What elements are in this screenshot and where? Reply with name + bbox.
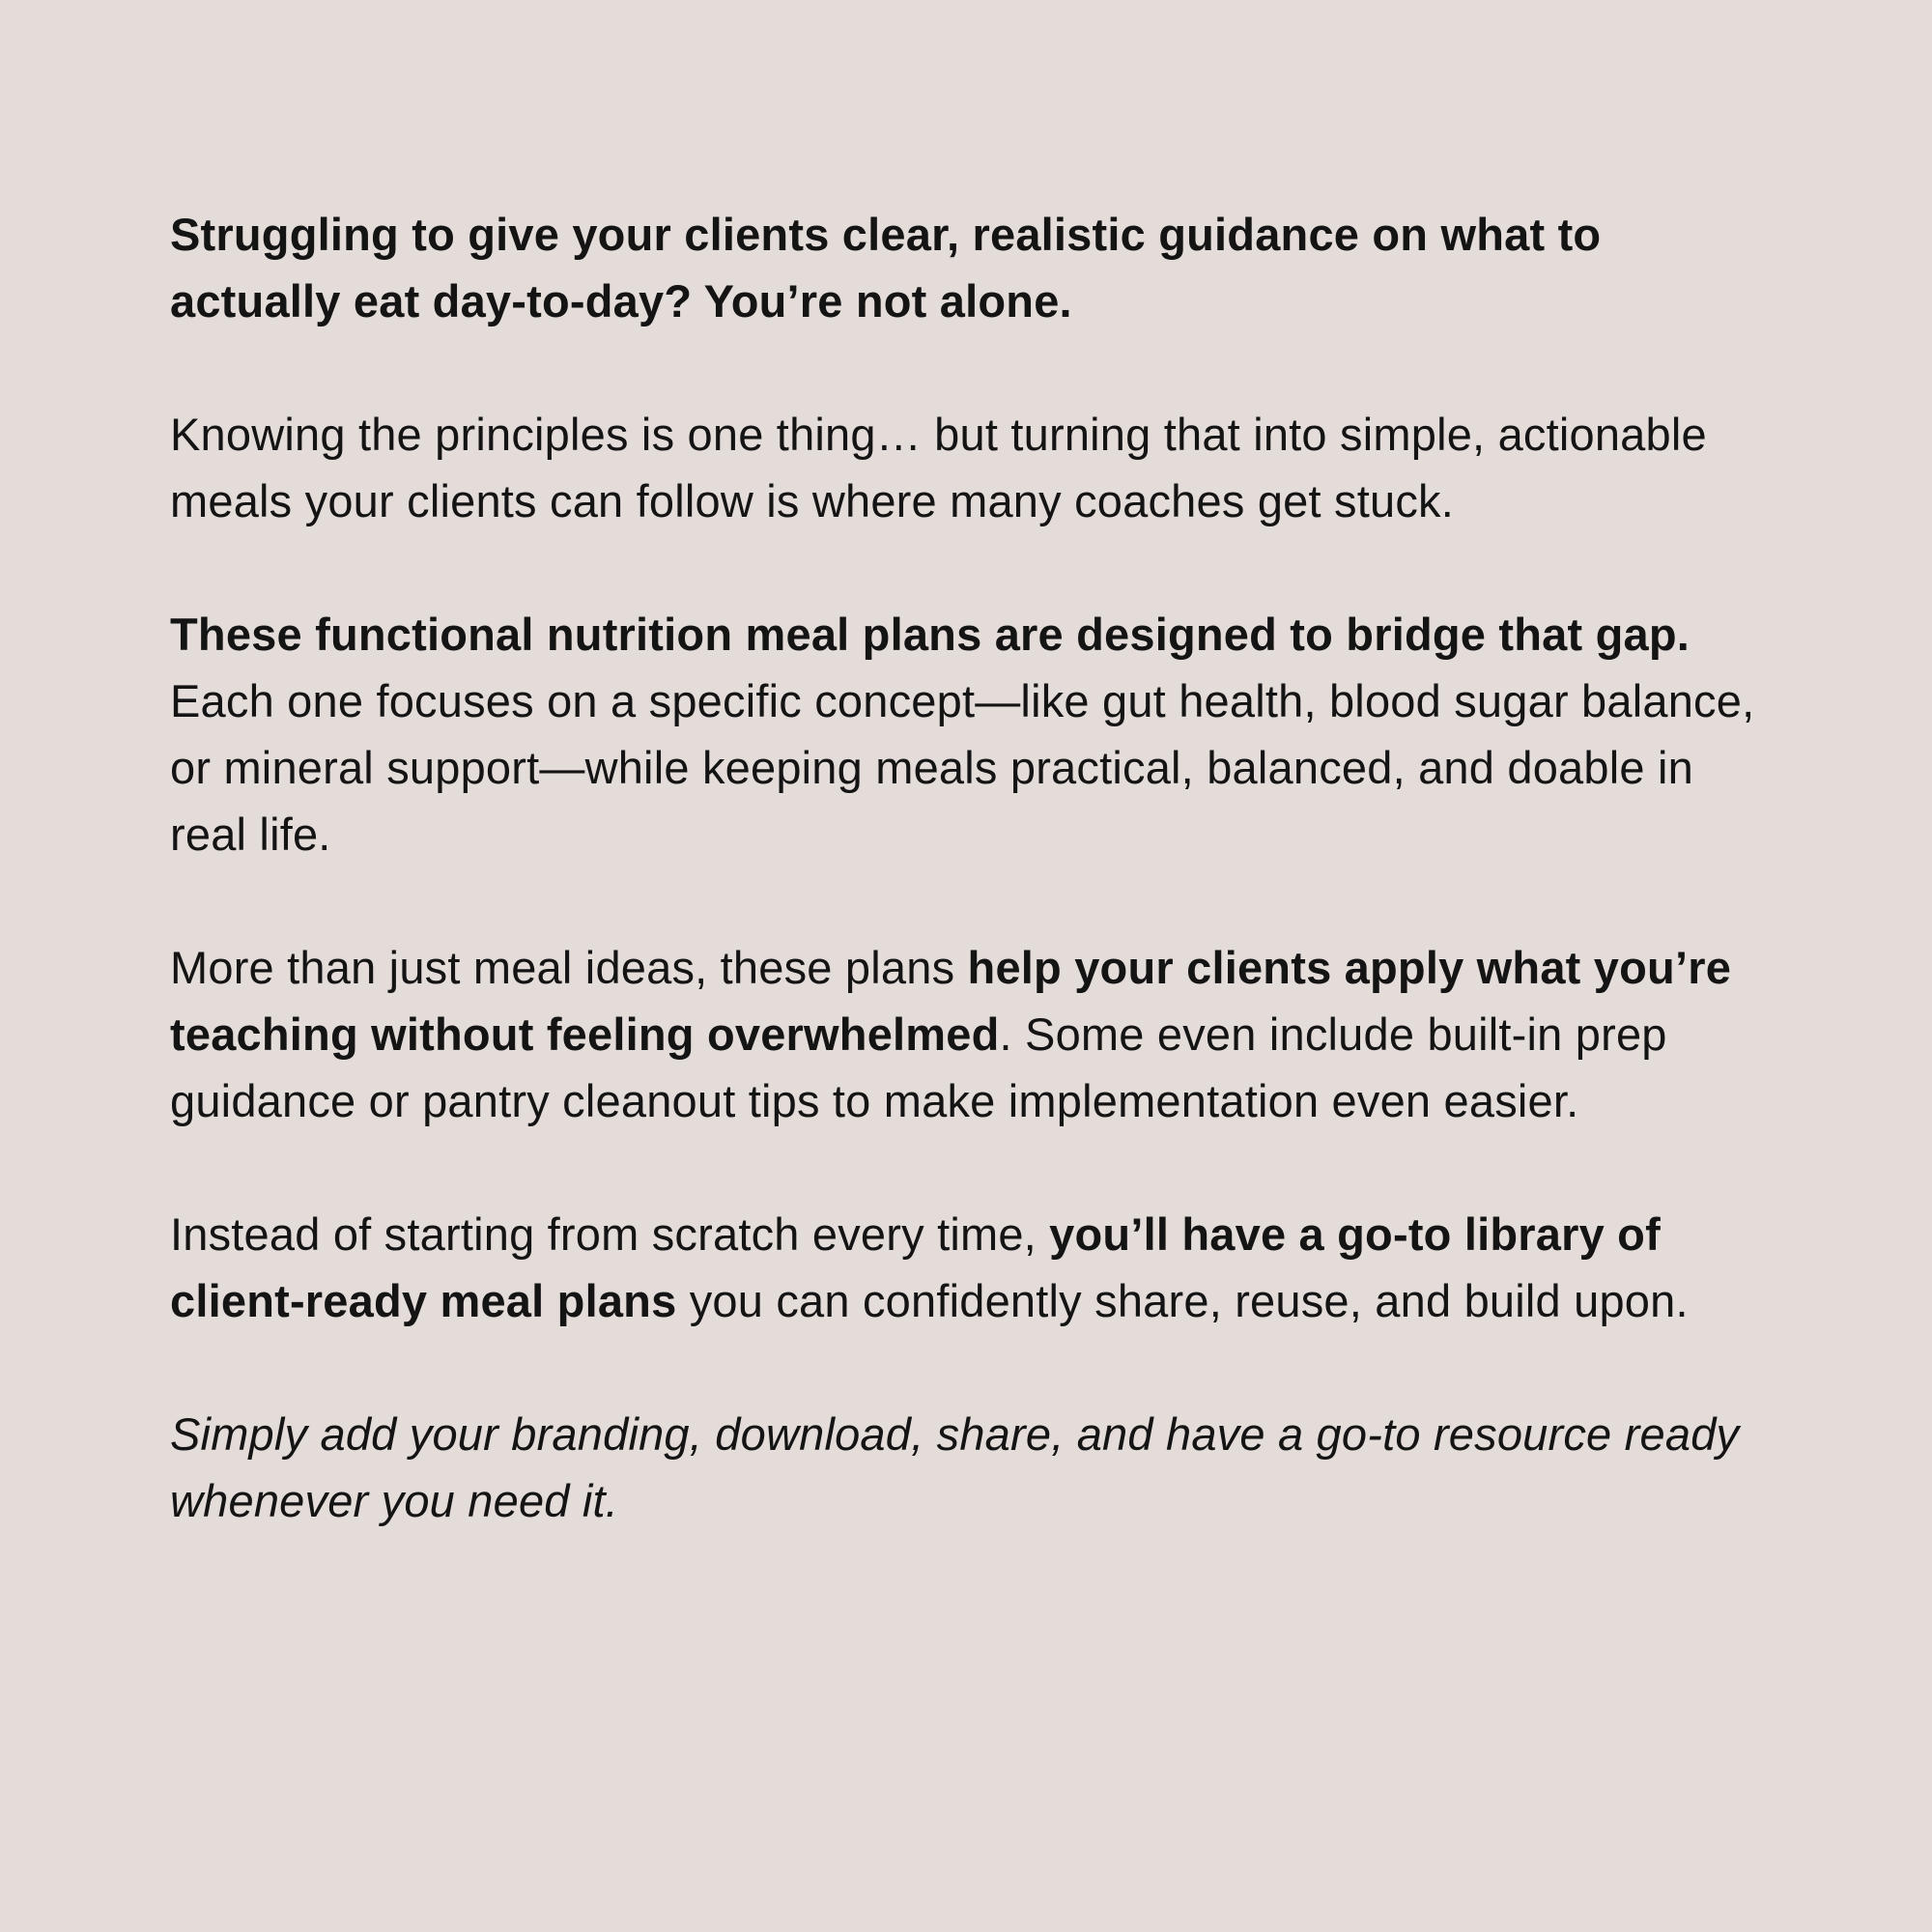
paragraph-more-than-ideas-tail: . Some even include built-in prep guidance or pantry cleanout tips to make implementation even easier. [170, 1009, 1667, 1126]
paragraph-principles [170, 401, 1774, 534]
closing-statement [170, 1401, 1774, 1534]
paragraph-library-bold: you’ll have a go-to library of client-ready meal plans [170, 1208, 1661, 1326]
paragraph-more-than-ideas-lead: More than just meal ideas, these plans [170, 942, 968, 993]
document-body [170, 201, 1774, 1534]
paragraph-library-lead: Instead of starting from scratch every time, [170, 1208, 1050, 1260]
paragraph-library-tail: you can confidently share, reuse, and build upon. [676, 1275, 1689, 1326]
intro-heading-text: Struggling to give your clients clear, realistic guidance on what to actually eat day-to-day? You’re not alone. [170, 209, 1602, 327]
paragraph-meal-plans-text: Each one focuses on a specific concept—like gut health, blood sugar balance, or mineral support—while keeping meals practical, balanced, and doable in real life. [170, 675, 1755, 860]
paragraph-more-than-ideas [170, 934, 1774, 1134]
paragraph-meal-plans-bold: These functional nutrition meal plans are designed to bridge that gap. [170, 609, 1690, 660]
paragraph-meal-plans [170, 601, 1774, 867]
paragraph-principles-text: Knowing the principles is one thing… but turning that into simple, actionable meals your clients can follow is where many coaches get stuck. [170, 409, 1707, 526]
closing-statement-text: Simply add your branding, download, share, and have a go-to resource ready whenever you need it. [170, 1408, 1740, 1526]
paragraph-library [170, 1201, 1774, 1334]
intro-heading [170, 201, 1774, 334]
paragraph-more-than-ideas-bold: help your clients apply what you’re teaching without feeling overwhelmed [170, 942, 1732, 1060]
